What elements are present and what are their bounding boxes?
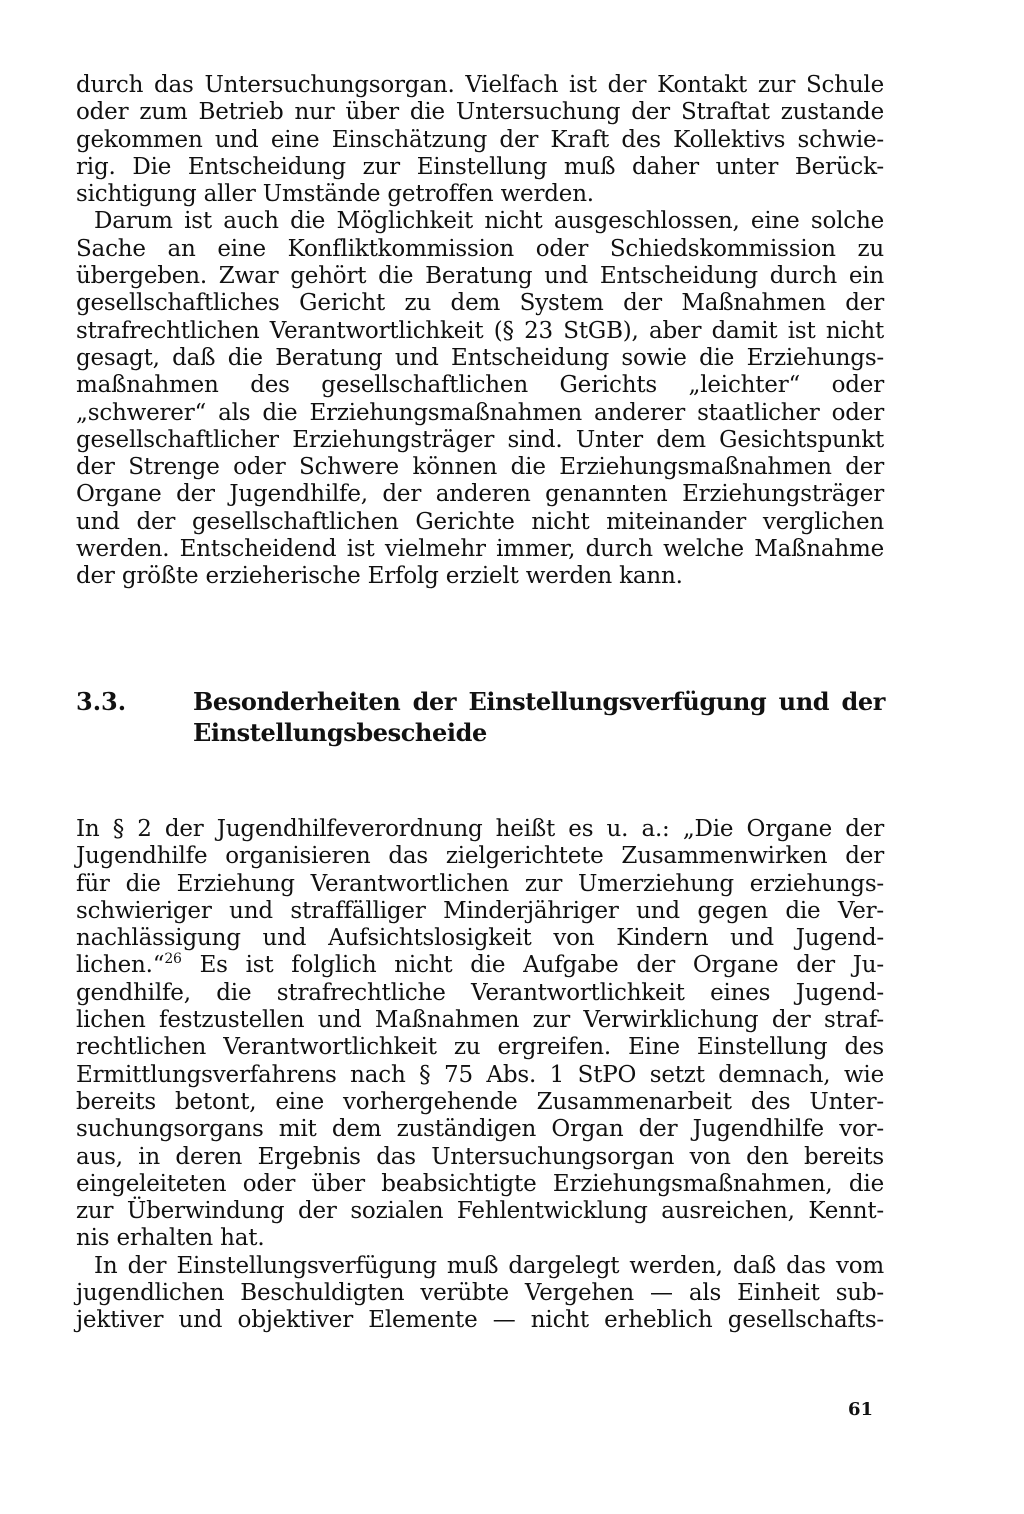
text-line: der Strenge oder Schwere können die Erziehungsmaßnahmen der [76, 454, 884, 481]
text-line: Organe der Jugendhilfe, der anderen genannten Erziehungsträger [76, 481, 884, 508]
text-line: Ermittlungsverfahrens nach § 75 Abs. 1 StPO setzt demnach, wie [76, 1061, 884, 1088]
text-line: übergeben. Zwar gehört die Beratung und Entscheidung durch ein [76, 263, 884, 290]
paragraph-4 [76, 1253, 884, 1335]
text-line: gendhilfe, die strafrechtliche Verantwortlichkeit eines Jugend- [76, 979, 884, 1006]
text-line: gekommen und eine Einschätzung der Kraft des Kollektivs schwie- [76, 126, 884, 153]
text-line: Darum ist auch die Möglichkeit nicht ausgeschlossen, eine solche [94, 208, 884, 235]
text-line: suchungsorgans mit dem zuständigen Organ der Jugendhilfe vor- [76, 1116, 884, 1143]
page-number: 61 [848, 1399, 874, 1420]
text-fragment: lichen.“ [76, 952, 165, 979]
text-line-with-footnote [76, 952, 884, 979]
text-line: sichtigung aller Umstände getroffen werden. [76, 181, 594, 208]
text-line: schwieriger und straffälliger Minderjähriger und gegen die Ver- [76, 897, 884, 924]
text-line: oder zum Betrieb nur über die Untersuchung der Straftat zustande [76, 99, 884, 126]
text-line: gesagt, daß die Beratung und Entscheidung sowie die Erziehungs- [76, 344, 884, 371]
text-line: rechtlichen Verantwortlichkeit zu ergreifen. Eine Einstellung des [76, 1034, 884, 1061]
text-line: und der gesellschaftlichen Gerichte nicht miteinander verglichen [76, 508, 884, 535]
text-line: nachlässigung und Aufsichtslosigkeit von Kindern und Jugend- [76, 925, 884, 952]
text-line: der größte erzieherische Erfolg erzielt werden kann. [76, 563, 683, 590]
text-line: gesellschaftlicher Erziehungsträger sind. Unter dem Gesichtspunkt [76, 426, 884, 453]
section-number: 3.3. [76, 687, 127, 716]
text-line: bereits betont, eine vorhergehende Zusammenarbeit des Unter- [76, 1088, 884, 1115]
paragraph-1 [76, 72, 884, 208]
text-line: für die Erziehung Verantwortlichen zur Umerziehung erziehungs- [76, 870, 884, 897]
text-line: In der Einstellungsverfügung muß dargelegt werden, daß das vom [94, 1252, 884, 1279]
text-block-lower [76, 816, 884, 1335]
text-fragment: Es ist folglich nicht die Aufgabe der Organe der Ju- [181, 952, 884, 979]
text-line: zur Überwindung der sozialen Fehlentwicklung ausreichen, Kennt- [76, 1198, 884, 1225]
footnote-marker: 26 [164, 951, 182, 968]
text-line: jugendlichen Beschuldigten verübte Vergehen — als Einheit sub- [76, 1280, 884, 1307]
text-line: In § 2 der Jugendhilfeverordnung heißt es u. a.: „Die Organe der [76, 816, 884, 842]
text-line: eingeleiteten oder über beabsichtigte Erziehungsmaßnahmen, die [76, 1170, 884, 1197]
text-line: rig. Die Entscheidung zur Einstellung muß daher unter Berück- [76, 153, 884, 180]
text-line: „schwerer“ als die Erziehungsmaßnahmen anderer staatlicher oder [76, 399, 884, 426]
text-line: lichen festzustellen und Maßnahmen zur Verwirklichung der straf- [76, 1007, 884, 1034]
text-line: Jugendhilfe organisieren das zielgerichtete Zusammenwirken der [76, 843, 884, 870]
text-line: werden. Entscheidend ist vielmehr immer, durch welche Maßnahme [76, 536, 884, 563]
paragraph-3 [76, 816, 884, 1253]
section-title-line: Einstellungsbescheide [193, 718, 487, 747]
paragraph-2 [76, 208, 884, 590]
section-title-line: Besonderheiten der Einstellungsverfügung und der [193, 687, 885, 716]
text-line: Sache an eine Konfliktkommission oder Schiedskommission zu [76, 235, 884, 262]
text-line: nis erhalten hat. [76, 1225, 265, 1252]
section-title [193, 686, 885, 748]
text-line: strafrechtlichen Verantwortlichkeit (§ 23 StGB), aber damit ist nicht [76, 317, 884, 344]
text-line: jektiver und objektiver Elemente — nicht erheblich gesellschafts- [76, 1307, 884, 1334]
text-line: gesellschaftliches Gericht zu dem System der Maßnahmen der [76, 290, 884, 317]
text-block-upper [76, 72, 884, 591]
text-line: durch das Untersuchungsorgan. Vielfach ist der Kontakt zur Schule [76, 72, 884, 98]
text-line: maßnahmen des gesellschaftlichen Gerichts „leichter“ oder [76, 372, 884, 399]
text-line: aus, in deren Ergebnis das Untersuchungsorgan von den bereits [76, 1143, 884, 1170]
